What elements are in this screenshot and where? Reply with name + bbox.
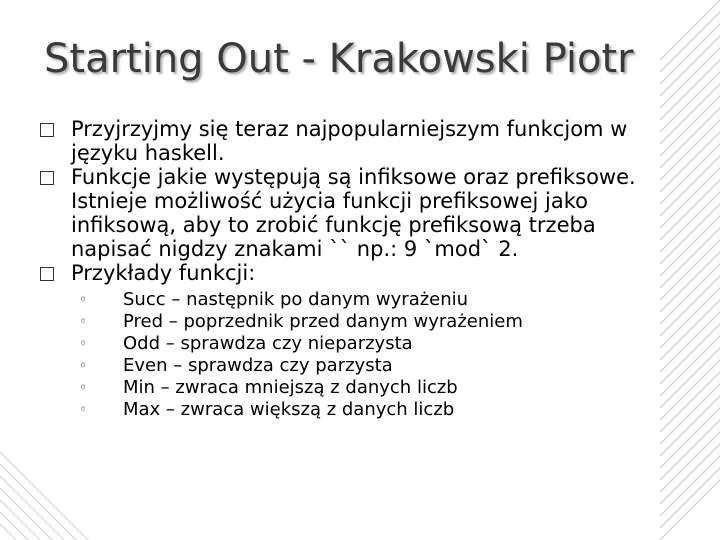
- sub-bullet-text: Odd – sprawdza czy nieparzysta: [123, 333, 413, 354]
- bullet-item: [40, 165, 680, 261]
- sub-bullet-text: Pred – poprzednik przed danym wyrażeniem: [123, 311, 523, 332]
- hollow-circle-bullet-icon: ◦: [79, 380, 88, 396]
- sub-bullet-text: Min – zwraca mniejszą z danych liczb: [123, 377, 458, 398]
- square-bullet-icon: [40, 171, 54, 185]
- sub-bullet-text: Even – sprawdza czy parzysta: [123, 355, 393, 376]
- sub-bullet-item: [71, 333, 680, 355]
- slide-title: Starting Out - Krakowski Piotr: [44, 36, 634, 82]
- sub-bullet-item: [71, 355, 680, 377]
- sub-bullet-list: [71, 289, 680, 421]
- hollow-circle-bullet-icon: ◦: [79, 336, 88, 352]
- bullet-item: [40, 261, 680, 421]
- decorative-diagonal-lines-bottom: [0, 450, 720, 540]
- hollow-circle-bullet-icon: ◦: [79, 314, 88, 330]
- square-bullet-icon: [40, 267, 54, 281]
- sub-bullet-text: Succ – następnik po danym wyrażeniu: [123, 289, 469, 310]
- hollow-circle-bullet-icon: ◦: [79, 292, 88, 308]
- bullet-list: [40, 117, 680, 421]
- hollow-circle-bullet-icon: ◦: [79, 358, 88, 374]
- sub-bullet-text: Max – zwraca większą z danych liczb: [123, 399, 455, 420]
- bullet-item: [40, 117, 680, 165]
- bullet-text: Funkcje jakie występują są infiksowe oraz prefiksowe. Istnieje możliwość użycia funkcji prefiksowej jako infiksową, aby to zrobić funkcję prefiksową trzeba napisać nigdzy znakami `` np.: 9 `mod` 2.: [71, 165, 636, 261]
- hollow-circle-bullet-icon: ◦: [79, 402, 88, 418]
- bullet-text: Przyjrzyjmy się teraz najpopularniejszym funkcjom w języku haskell.: [71, 117, 628, 165]
- bullet-text: Przykłady funkcji:: [71, 261, 256, 285]
- square-bullet-icon: [40, 123, 54, 137]
- sub-bullet-item: [71, 377, 680, 399]
- sub-bullet-item: [71, 311, 680, 333]
- sub-bullet-item: [71, 289, 680, 311]
- sub-bullet-item: [71, 399, 680, 421]
